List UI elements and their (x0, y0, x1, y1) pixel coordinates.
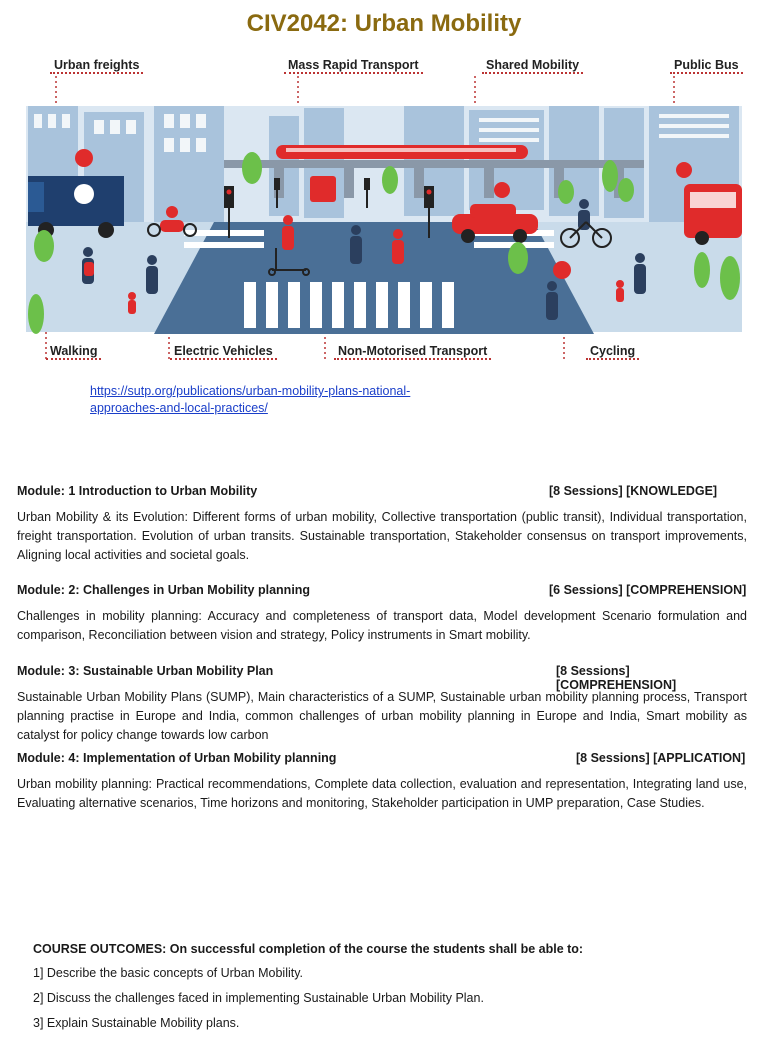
course-outcomes-title: COURSE OUTCOMES: On successful completion of the course the students shall be able to: (33, 942, 584, 956)
module-description: Urban Mobility & its Evolution: Different forms of urban mobility, Collective transportation (public transit), Individual transportation, freight transportation. Evolution of urban transits. Sustainable transportation, Stakeholder consensus on transport improvements, Aligning local activities and societal goals. (17, 510, 747, 562)
label-mass-rapid-transport: Mass Rapid Transport (284, 58, 423, 74)
module-description: Challenges in mobility planning: Accuracy and completeness of transport data, Model development Scenario formulation and comparison, Reconciliation between vision and strategy, Policy instruments in Smart mobility. (17, 609, 747, 642)
label-electric-vehicles: Electric Vehicles (170, 344, 277, 360)
module-description: Sustainable Urban Mobility Plans (SUMP), Main characteristics of a SUMP, Sustainable urban mobility planning process, Transport planning practise in Europe and India, common challenges of urban mobility planning in Europe and India, Smart mobility as catalyst for policy change towards low carbon (17, 690, 747, 742)
reference-link[interactable]: https://sutp.org/publications/urban-mobility-plans-national-approaches-and-local-practices/ (90, 384, 411, 415)
label-non-motorised-transport: Non-Motorised Transport (334, 344, 491, 360)
urban-mobility-illustration (14, 52, 754, 370)
module-title: Module: 3: Sustainable Urban Mobility Plan (17, 664, 274, 678)
outcome-item: 3] Explain Sustainable Mobility plans. (33, 1016, 240, 1030)
module-sessions-tag: [8 Sessions] [APPLICATION] (576, 751, 746, 765)
module-header (17, 484, 747, 502)
outcome-item: 2] Discuss the challenges faced in implementing Sustainable Urban Mobility Plan. (33, 991, 484, 1005)
city-scene-image (14, 52, 754, 370)
outcome-item: 1] Describe the basic concepts of Urban Mobility. (33, 966, 304, 980)
course-outcomes (33, 942, 753, 1039)
module-header (17, 751, 747, 769)
label-cycling: Cycling (586, 344, 639, 360)
module-sessions-tag: [8 Sessions] [COMPREHENSION] (556, 664, 677, 692)
module-header (17, 664, 747, 692)
module-sessions-tag: [8 Sessions] [KNOWLEDGE] (549, 484, 718, 498)
module-1 (17, 484, 747, 565)
module-4 (17, 751, 747, 813)
module-title: Module: 4: Implementation of Urban Mobility planning (17, 751, 337, 765)
module-3 (17, 664, 747, 745)
module-sessions-tag: [6 Sessions] [COMPREHENSION] (549, 583, 747, 597)
module-description: Urban mobility planning: Practical recommendations, Complete data collection, evaluation and representation, Integrating land use, Evaluating alternative scenarios, Time horizons and monitoring, Stakeholder participation in UMP preparation, Case Studies. (17, 777, 747, 810)
page-title: CIV2042: Urban Mobility (246, 10, 522, 37)
label-urban-freights: Urban freights (50, 58, 143, 74)
label-walking: Walking (46, 344, 101, 360)
module-title: Module: 1 Introduction to Urban Mobility (17, 484, 258, 498)
module-title: Module: 2: Challenges in Urban Mobility planning (17, 583, 311, 597)
label-shared-mobility: Shared Mobility (482, 58, 583, 74)
module-header (17, 583, 747, 601)
module-2 (17, 583, 747, 645)
label-public-bus: Public Bus (670, 58, 743, 74)
